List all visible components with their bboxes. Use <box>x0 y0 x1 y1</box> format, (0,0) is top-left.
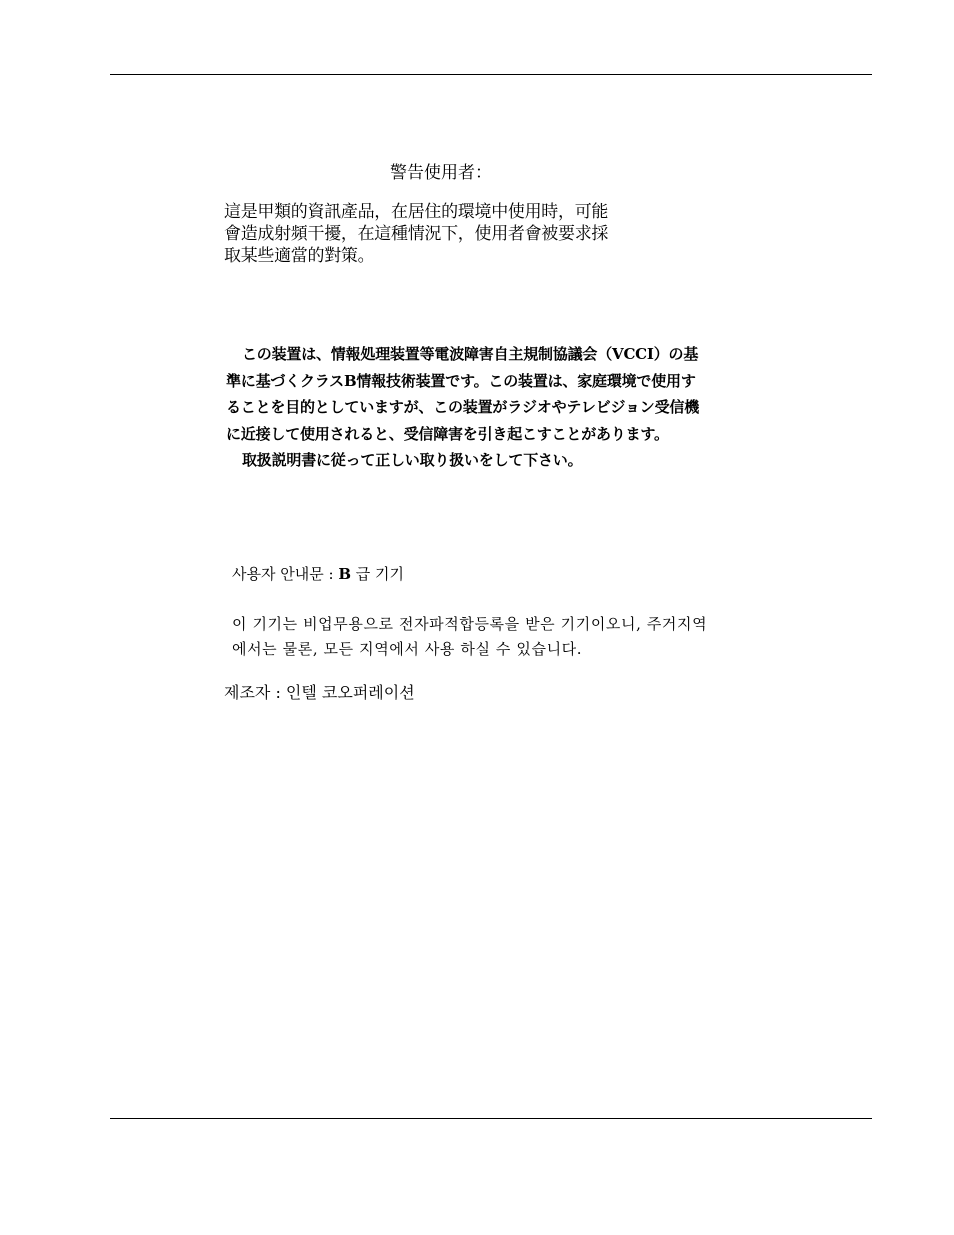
japan-vcci-line: に近接して使用されると、受信障害を引き起こすことがあります。 <box>226 424 669 443</box>
korea-title-suffix: 급 기기 <box>351 565 405 583</box>
taiwan-warning-line: 會造成射頻干擾，在這種情況下，使用者會被要求採 <box>224 224 609 244</box>
korea-manufacturer: 제조자 : 인텔 코오퍼레이션 <box>224 683 415 702</box>
korea-notice-line: 에서는 물론, 모든 지역에서 사용 하실 수 있습니다. <box>232 640 583 658</box>
taiwan-warning-line: 這是甲類的資訊產品，在居住的環境中使用時，可能 <box>224 202 609 222</box>
japan-vcci-line: この装置は、情報処理装置等電波障害自主規制協議会（VCCI）の基 <box>242 345 699 363</box>
japan-vcci-line: 取扱説明書に従って正しい取り扱いをして下さい。 <box>242 451 583 469</box>
korea-user-notice-text <box>232 612 792 662</box>
japan-vcci-line: ることを目的としていますが、この装置がラジオやテレビジョン受信機 <box>226 398 700 416</box>
korea-user-notice-title <box>232 563 404 585</box>
taiwan-warning-title: 警告使用者： <box>390 163 492 183</box>
taiwan-warning-line: 取某些適當的對策。 <box>224 246 375 266</box>
korea-title-prefix: 사용자 안내문 : <box>232 565 339 583</box>
japan-vcci-statement <box>226 341 766 474</box>
korea-title-grade: B <box>338 565 351 583</box>
japan-vcci-line: 準に基づくクラスB情報技術装置です。この装置は、家庭環境で使用す <box>226 371 696 390</box>
header-rule <box>110 74 872 75</box>
korea-notice-line: 이 기기는 비업무용으로 전자파적합등록을 받은 기기이오니, 주거지역 <box>232 615 708 633</box>
taiwan-warning-text <box>224 201 664 267</box>
footer-rule <box>110 1118 872 1119</box>
